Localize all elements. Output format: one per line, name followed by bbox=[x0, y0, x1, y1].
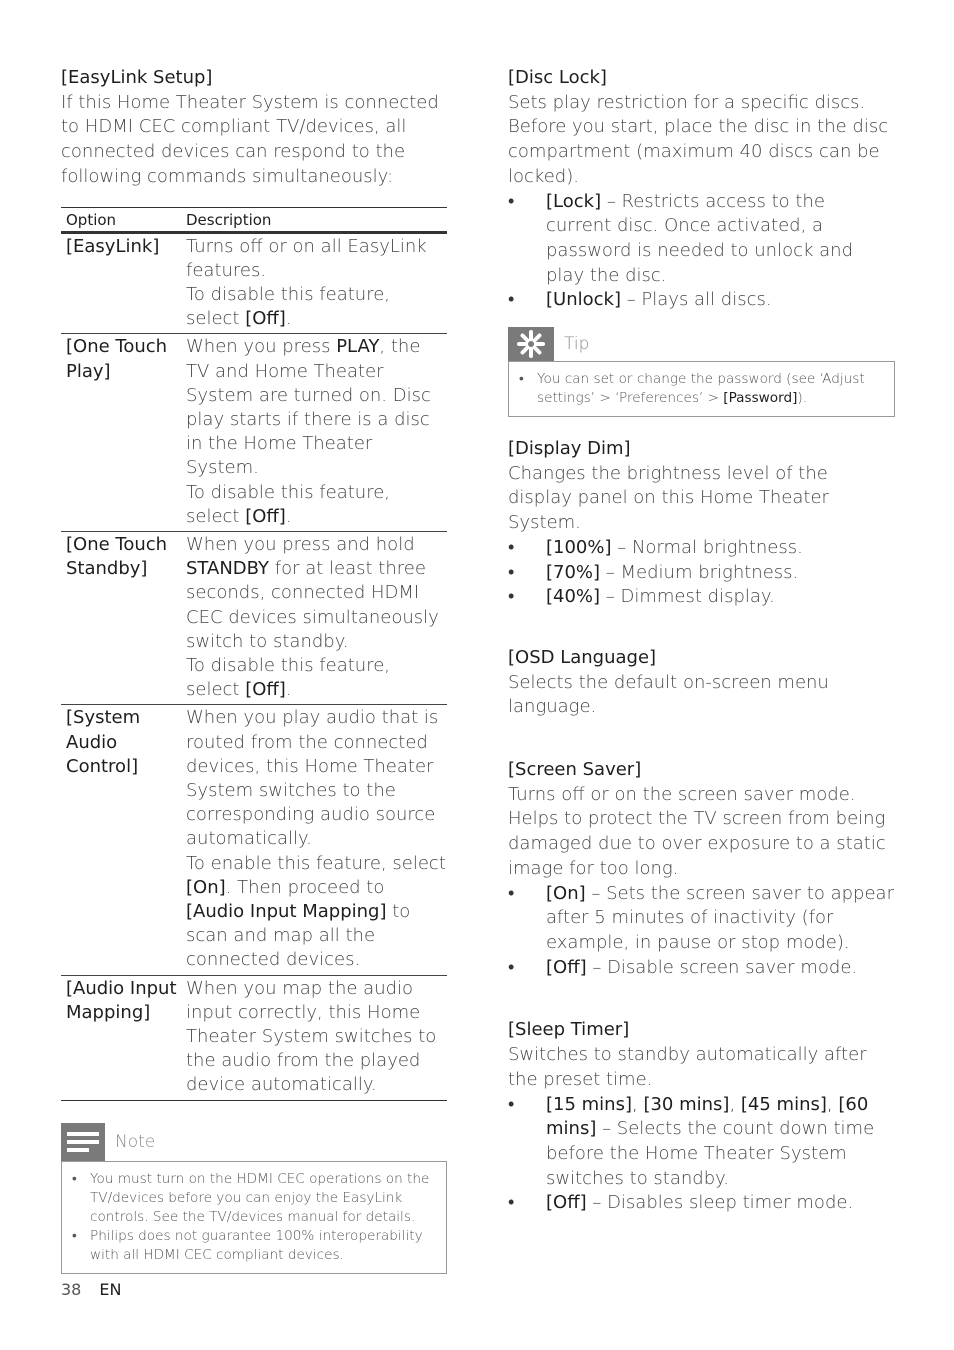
list-item bbox=[508, 288, 895, 313]
desc-text: , the TV and Home Theater System are turned on. Disc play starts if there is a disc in the Home Theater System. bbox=[186, 336, 431, 479]
table-row bbox=[61, 975, 447, 1100]
disc-lock-intro: Sets play restriction for a specific discs. Before you start, place the disc in the disc compartment (maximum 40 discs can be locked). bbox=[508, 91, 889, 187]
description-cell bbox=[181, 531, 447, 704]
item-text: – Medium brightness. bbox=[600, 561, 799, 583]
note-item: • Philips does not guarantee 100% interoperability with all HDMI CEC compliant devices. bbox=[72, 1227, 436, 1265]
list-item bbox=[508, 956, 895, 981]
item-label: [70%] bbox=[546, 561, 601, 583]
tip-title: Tip bbox=[564, 334, 590, 355]
screen-saver-intro: Turns off or on the screen saver mode. Helps to protect the TV screen from being damaged due to over exposure to a static image for too long. bbox=[508, 783, 886, 879]
col-description-header: Description bbox=[181, 207, 447, 232]
list-item bbox=[508, 1191, 895, 1216]
item-label: [60 mins] bbox=[546, 1093, 869, 1140]
sleep-timer-heading: [Sleep Timer] bbox=[508, 1019, 630, 1041]
page-number: 38 bbox=[61, 1280, 82, 1299]
item-text: , bbox=[826, 1093, 839, 1115]
list-item bbox=[508, 536, 895, 561]
desc-text: . bbox=[285, 505, 292, 527]
item-label: [Off] bbox=[546, 1192, 587, 1214]
display-dim-heading: [Display Dim] bbox=[508, 438, 631, 460]
disc-lock-heading: [Disc Lock] bbox=[508, 67, 607, 88]
easylink-heading: [EasyLink Setup] bbox=[61, 67, 213, 88]
item-label: [Lock] bbox=[546, 190, 602, 212]
note-lines-icon bbox=[61, 1123, 105, 1161]
description-cell bbox=[181, 975, 447, 1100]
item-text: – Sets the screen saver to appear after 5 minutes of inactivity (for example, in pause or stop mode). bbox=[546, 882, 894, 953]
easylink-intro: If this Home Theater System is connected to HDMI CEC compliant TV/devices, all connected devices can respond to the following commands simultaneously: bbox=[61, 91, 439, 187]
screen-saver-list bbox=[508, 882, 895, 981]
note-title: Note bbox=[115, 1131, 156, 1152]
item-label: [15 mins] bbox=[546, 1093, 632, 1115]
item-label: [On] bbox=[546, 882, 586, 904]
item-text: – Dimmest display. bbox=[600, 586, 775, 608]
note-callout bbox=[61, 1123, 447, 1274]
description-cell bbox=[181, 232, 447, 334]
desc-bold: [Off] bbox=[245, 679, 286, 701]
description-cell bbox=[181, 334, 447, 532]
desc-text: When you play audio that is routed from the connected devices, this Home Theater System switches to the corresponding audio source automatically. bbox=[186, 707, 439, 850]
item-text: – Selects the count down time before the Home Theater System switches to standby. bbox=[546, 1118, 875, 1189]
desc-text: for at least three seconds, connected HDMI CEC devices simultaneously switch to standby. bbox=[186, 558, 439, 652]
item-text: – Normal brightness. bbox=[611, 536, 803, 558]
desc-text: to scan and map all the connected devices. bbox=[186, 901, 411, 971]
page-footer bbox=[61, 1280, 121, 1299]
option-cell: [One Touch Standby] bbox=[61, 531, 181, 704]
item-label: [Off] bbox=[546, 956, 587, 978]
item-text: , bbox=[729, 1093, 741, 1115]
item-label: [Unlock] bbox=[546, 289, 621, 311]
display-dim-list bbox=[508, 536, 895, 610]
item-text: – Disable screen saver mode. bbox=[586, 956, 858, 978]
list-item bbox=[508, 882, 895, 956]
disc-lock-list bbox=[508, 190, 895, 314]
note-body bbox=[61, 1161, 447, 1274]
option-cell: [EasyLink] bbox=[61, 232, 181, 334]
desc-text: Turns off or on all EasyLink features. bbox=[186, 235, 427, 281]
desc-text: . Then proceed to bbox=[225, 876, 385, 898]
easylink-options-table bbox=[61, 207, 447, 1101]
table-row bbox=[61, 334, 447, 532]
tip-text: You can set or change the password (see ‘Adjust settings’ > ‘Preferences’ > bbox=[537, 371, 865, 407]
desc-text: To enable this feature, select bbox=[186, 852, 446, 874]
desc-text: When you press bbox=[186, 336, 337, 358]
tip-text: ). bbox=[797, 390, 808, 407]
item-text: – Plays all discs. bbox=[620, 289, 772, 311]
desc-bold: [Off] bbox=[245, 308, 286, 330]
desc-text: . bbox=[285, 679, 292, 701]
sleep-timer-list bbox=[508, 1093, 895, 1217]
option-cell: [One Touch Play] bbox=[61, 334, 181, 532]
desc-text: When you map the audio input correctly, this Home Theater System switches to the audio from the played device automatically. bbox=[186, 977, 437, 1096]
tip-asterisk-icon bbox=[508, 327, 554, 361]
option-cell: [System Audio Control] bbox=[61, 705, 181, 975]
desc-text: When you press and hold bbox=[186, 533, 415, 555]
desc-bold: [Off] bbox=[245, 505, 286, 527]
table-row bbox=[61, 705, 447, 975]
display-dim-intro: Changes the brightness level of the display panel on this Home Theater System. bbox=[508, 462, 829, 534]
desc-bold: [On] bbox=[186, 876, 226, 898]
desc-text: . bbox=[285, 308, 292, 330]
osd-language-intro: Selects the default on-screen menu language. bbox=[508, 671, 829, 718]
list-item bbox=[508, 1093, 895, 1192]
list-item bbox=[508, 585, 895, 610]
item-text: – Restricts access to the current disc. Once activated, a password is needed to unlock and play the disc. bbox=[546, 190, 854, 286]
left-column bbox=[61, 66, 447, 1274]
desc-bold: PLAY bbox=[336, 336, 380, 358]
col-option-header: Option bbox=[61, 207, 181, 232]
desc-bold: [Audio Input Mapping] bbox=[186, 901, 387, 922]
note-item: • You must turn on the HDMI CEC operations on the TV/devices before you can enjoy the EasyLink controls. See the TV/devices manual for details. bbox=[72, 1170, 436, 1227]
tip-header bbox=[508, 327, 895, 361]
note-header bbox=[61, 1123, 447, 1161]
list-item bbox=[508, 190, 895, 289]
tip-callout bbox=[508, 327, 895, 417]
right-column bbox=[508, 66, 895, 1216]
tip-item bbox=[519, 370, 884, 408]
screen-saver-heading: [Screen Saver] bbox=[508, 759, 642, 781]
language-code: EN bbox=[99, 1280, 122, 1299]
table-row bbox=[61, 232, 447, 334]
table-row bbox=[61, 531, 447, 704]
desc-text: To disable this feature, select bbox=[186, 654, 391, 701]
desc-text: To disable this feature, select bbox=[186, 481, 391, 527]
item-label: [30 mins] bbox=[643, 1093, 730, 1115]
sleep-timer-intro: Switches to standby automatically after the preset time. bbox=[508, 1044, 867, 1090]
item-text: , bbox=[632, 1093, 644, 1115]
description-cell bbox=[181, 705, 447, 975]
item-text: – Disables sleep timer mode. bbox=[586, 1192, 854, 1214]
osd-language-heading: [OSD Language] bbox=[508, 646, 657, 668]
item-label: [45 mins] bbox=[740, 1093, 827, 1115]
desc-text: To disable this feature, select bbox=[186, 283, 391, 330]
item-label: [40%] bbox=[546, 586, 601, 608]
option-cell: [Audio Input Mapping] bbox=[61, 975, 181, 1100]
list-item bbox=[508, 561, 895, 586]
tip-bold: [Password] bbox=[723, 390, 798, 407]
tip-body bbox=[508, 361, 895, 417]
item-label: [100%] bbox=[546, 536, 612, 558]
desc-bold: STANDBY bbox=[186, 558, 270, 580]
